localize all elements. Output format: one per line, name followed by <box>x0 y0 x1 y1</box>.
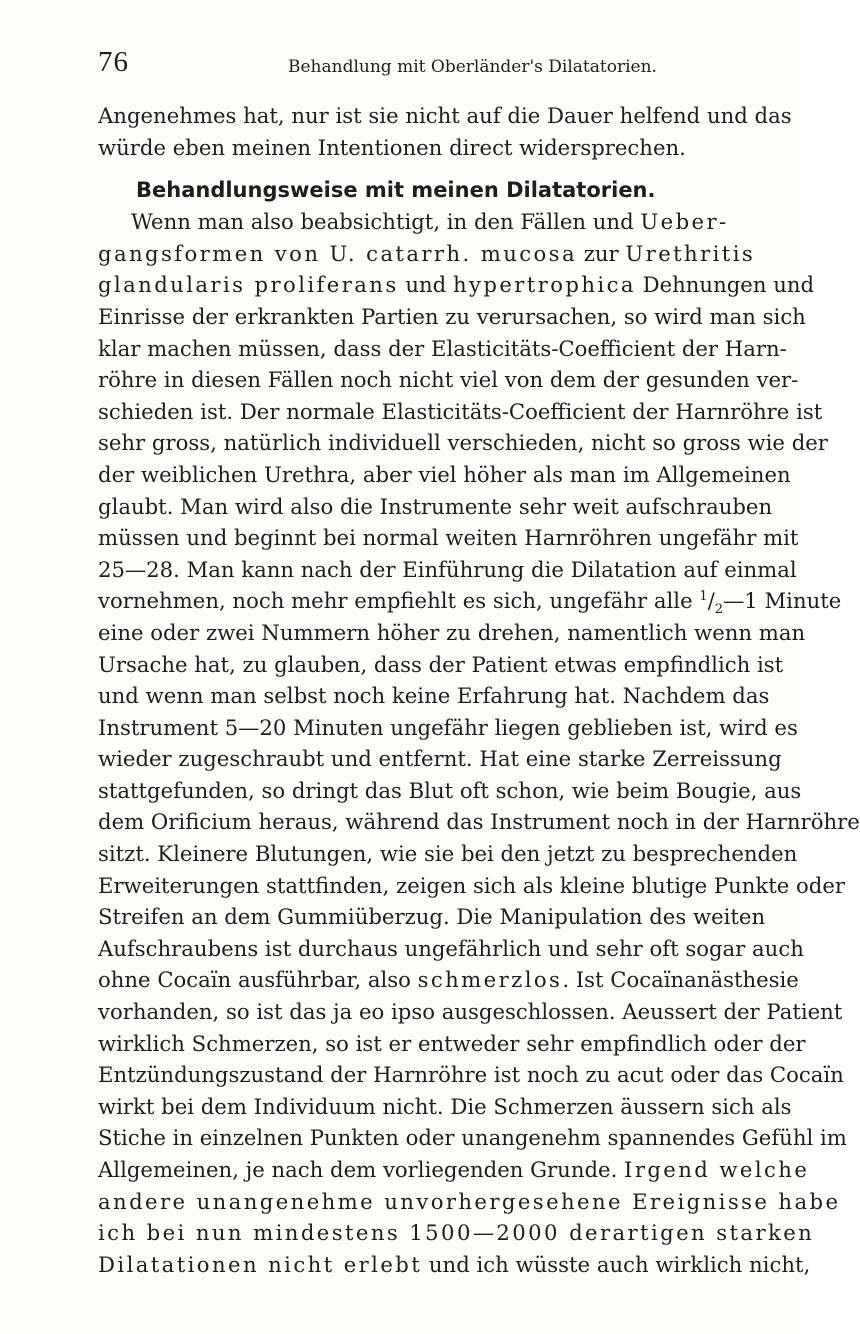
fraction-numerator: 1 <box>699 589 708 605</box>
text-line: Angenehmes hat, nur ist sie nicht auf die Dauer helfend und das <box>98 103 792 128</box>
text-line: schieden ist. Der normale Elasticitäts-Coefficient der Harnröhre ist <box>98 398 823 424</box>
text-line <box>98 964 799 996</box>
text-line: ich bei nun mindestens 1500—2000 derartigen starken <box>98 1220 815 1246</box>
text-line: wieder zugeschraubt und entfernt. Hat eine starke Zerreissung <box>98 746 782 772</box>
emphasized-term: schmerzlos <box>417 967 563 993</box>
text-line: Einrisse der erkrankten Partien zu verursachen, so wird man sich <box>98 303 806 329</box>
text-line <box>98 269 815 301</box>
text-line: sehr gross, natürlich individuell verschieden, nicht so gross wie der <box>98 430 828 456</box>
text-line: Stiche in einzelnen Punkten oder unangenehm spannendes Gefühl im <box>98 1125 847 1151</box>
text-span: . Ist Cocaïnanästhesie <box>562 967 799 993</box>
text-line: vorhanden, so ist das ja eo ipso ausgeschlossen. Aeussert der Patient <box>98 999 843 1025</box>
section-heading: Behandlungsweise mit meinen Dilatatorien. <box>136 178 656 203</box>
text-span: Wenn man also beabsichtigt, in den Fällen und <box>131 209 641 235</box>
emphasized-term: Urethritis <box>625 240 756 266</box>
running-head: Behandlung mit Oberländer's Dilatatorien. <box>288 57 657 77</box>
text-line: röhre in diesen Fällen noch nicht viel von dem der gesunden ver- <box>98 367 799 393</box>
text-line: sitzt. Kleinere Blutungen, wie sie bei den jetzt zu besprechenden <box>98 841 798 867</box>
page-number: 76 <box>98 46 129 78</box>
text-line: Entzündungszustand der Harnröhre ist noch zu acut oder das Cocaïn <box>98 1062 844 1088</box>
fraction-slash: / <box>707 588 715 614</box>
text-line: und wenn man selbst noch keine Erfahrung hat. Nachdem das <box>98 683 770 709</box>
text-line <box>98 585 842 618</box>
text-span: und <box>398 272 453 298</box>
text-line: Ursache hat, zu glauben, dass der Patient etwas empfindlich ist <box>98 651 784 677</box>
text-span: und ich wüsste auch wirklich nicht, <box>422 1251 811 1277</box>
text-line: andere unangenehme unvorhergesehene Ereignisse habe <box>98 1188 841 1214</box>
text-span: ohne Cocaïn ausführbar, also <box>98 967 418 993</box>
emphasized-term: Dilatationen nicht erlebt <box>98 1251 423 1277</box>
text-line: stattgefunden, so dringt das Blut oft schon, wie beim Bougie, aus <box>98 777 802 803</box>
text-line: eine oder zwei Nummern höher zu drehen, namentlich wenn man <box>98 619 806 645</box>
text-span: vornehmen, noch mehr empfiehlt es sich, ungefähr alle <box>98 588 700 614</box>
text-block <box>98 100 860 1280</box>
emphasized-term: Ueber- <box>640 209 729 235</box>
page-header <box>98 44 778 84</box>
emphasized-term: gangsformen von U. <box>98 240 367 266</box>
text-line <box>98 1249 811 1281</box>
emphasized-term: Irgend welche <box>624 1157 810 1182</box>
text-line: Streifen an dem Gummiüberzug. Die Manipulation des weiten <box>98 904 766 930</box>
text-span: zur <box>577 240 626 266</box>
emphasized-term: glandularis proliferans <box>98 272 399 298</box>
text-line: Instrument 5—20 Minuten ungefähr liegen geblieben ist, wird es <box>98 714 798 740</box>
text-line: wirklich Schmerzen, so ist er entweder sehr empfindlich oder der <box>98 1030 806 1056</box>
text-line <box>98 238 784 270</box>
text-line: 25—28. Man kann nach der Einführung die Dilatation auf einmal <box>98 556 797 582</box>
text-line: klar machen müssen, dass der Elasticitäts-Coefficient der Harn- <box>98 335 787 361</box>
paragraph-intro <box>98 100 792 163</box>
text-line: glaubt. Man wird also die Instrumente sehr weit aufschrauben <box>98 493 773 519</box>
fraction-denominator: 2 <box>714 602 724 618</box>
text-line: der weiblichen Urethra, aber viel höher als man im Allgemeinen <box>98 461 791 487</box>
text-line: würde eben meinen Intentionen direct widersprechen. <box>98 134 686 160</box>
text-line: müssen und beginnt bei normal weiten Harnröhren ungefähr mit <box>98 525 799 551</box>
paragraph-main <box>98 206 860 1280</box>
text-line: wirkt bei dem Individuum nicht. Die Schmerzen äussern sich als <box>98 1093 792 1119</box>
text-span: Allgemeinen, je nach dem vorliegenden Grunde. <box>98 1157 625 1182</box>
emphasized-term: catarrh. mucosa <box>366 240 577 266</box>
text-line: Erweiterungen stattfinden, zeigen sich als kleine blutige Punkte oder <box>98 872 846 898</box>
text-line: Aufschraubens ist durchaus ungefährlich und sehr oft sogar auch <box>98 935 804 961</box>
text-span: Dehnungen und <box>635 272 815 298</box>
emphasized-term: hypertrophica <box>452 272 636 298</box>
text-line <box>98 1154 810 1186</box>
text-line: dem Orificium heraus, während das Instrument noch in der Harnröhre <box>98 809 860 835</box>
text-span: —1 Minute <box>723 588 842 614</box>
text-line <box>98 206 784 238</box>
